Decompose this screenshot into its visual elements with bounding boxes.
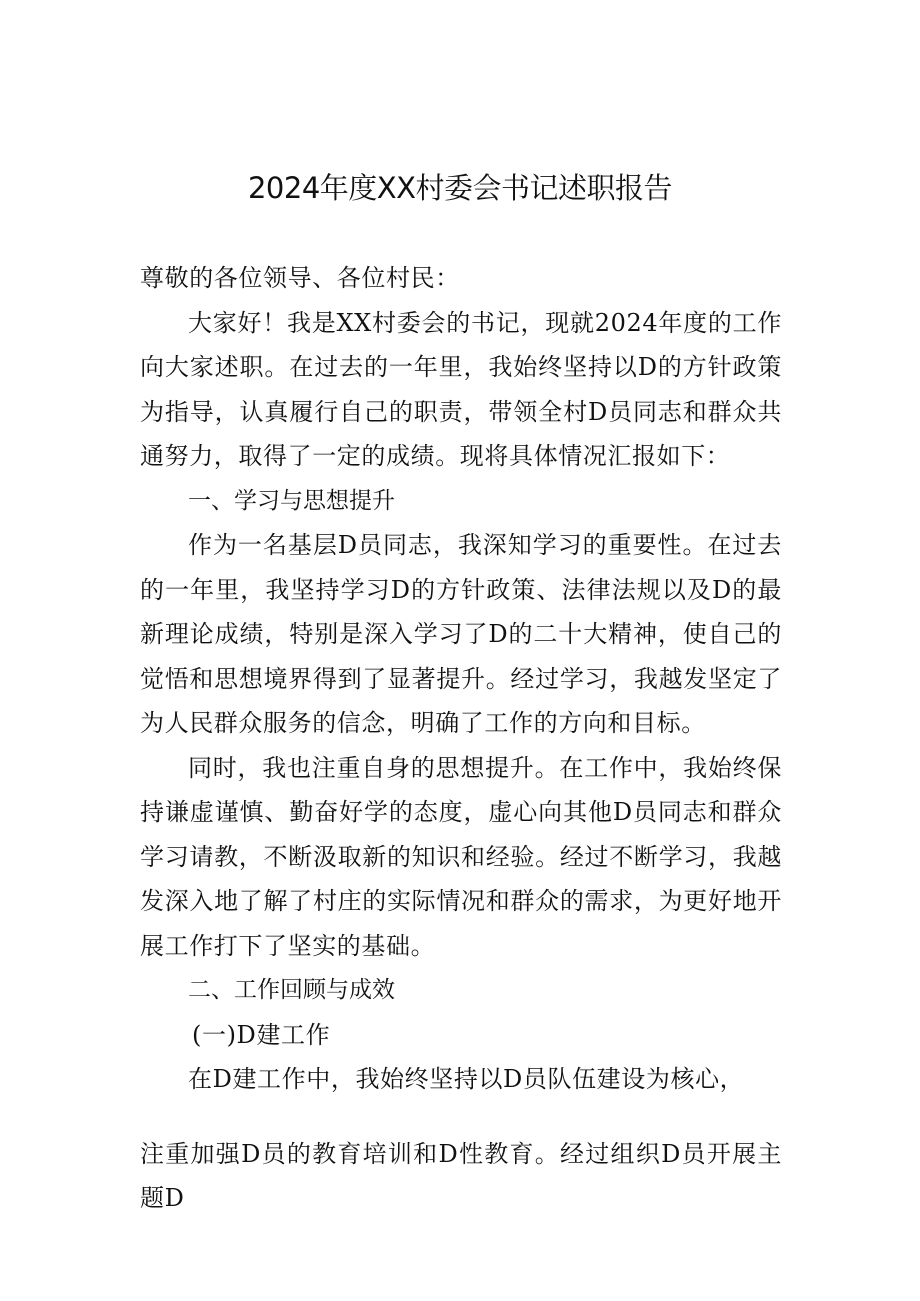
section-1-paragraph-2: 同时，我也注重自身的思想提升。在工作中，我始终保持谦虚谨慎、勤奋好学的态度，虚心向其他D员同志和群众学习请教，不断汲取新的知识和经验。经过不断学习，我越发深入地了解了村庄的实际情况和群众的需求，为更好地开展工作打下了坚实的基础。 [140, 753, 782, 960]
document-title: 2024年度XX村委会书记述职报告 [247, 171, 673, 205]
intro-paragraph: 大家好！我是XX村委会的书记，现就2024年度的工作向大家述职。在过去的一年里，我始终坚持以D的方针政策为指导，认真履行自己的职责，带领全村D员同志和群众共通努力，取得了一定的成绩。现将具体情况汇报如下： [140, 308, 782, 470]
section-2-heading: 二、工作回顾与成效 [188, 977, 395, 1003]
salutation: 尊敬的各位领导、各位村民： [140, 264, 460, 292]
section-1-paragraph-1: 作为一名基层D员同志，我深知学习的重要性。在过去的一年里，我坚持学习D的方针政策、法律法规以及D的最新理论成绩，特别是深入学习了D的二十大精神，使自己的觉悟和思想境界得到了显著提升。经过学习，我越发坚定了为人民群众服务的信念，明确了工作的方向和目标。 [140, 531, 782, 737]
section-2-subheading-1: (一)D建工作 [192, 1020, 331, 1049]
document-body [140, 256, 782, 1221]
section-2-paragraph-1-line-2: 注重加强D员的教育培训和D性教育。经过组织D员开展主题D [140, 1139, 782, 1212]
section-1-heading: 一、学习与思想提升 [188, 487, 395, 514]
section-2-paragraph-1-line-1: 在D建工作中，我始终坚持以D员队伍建设为核心， [188, 1065, 745, 1093]
